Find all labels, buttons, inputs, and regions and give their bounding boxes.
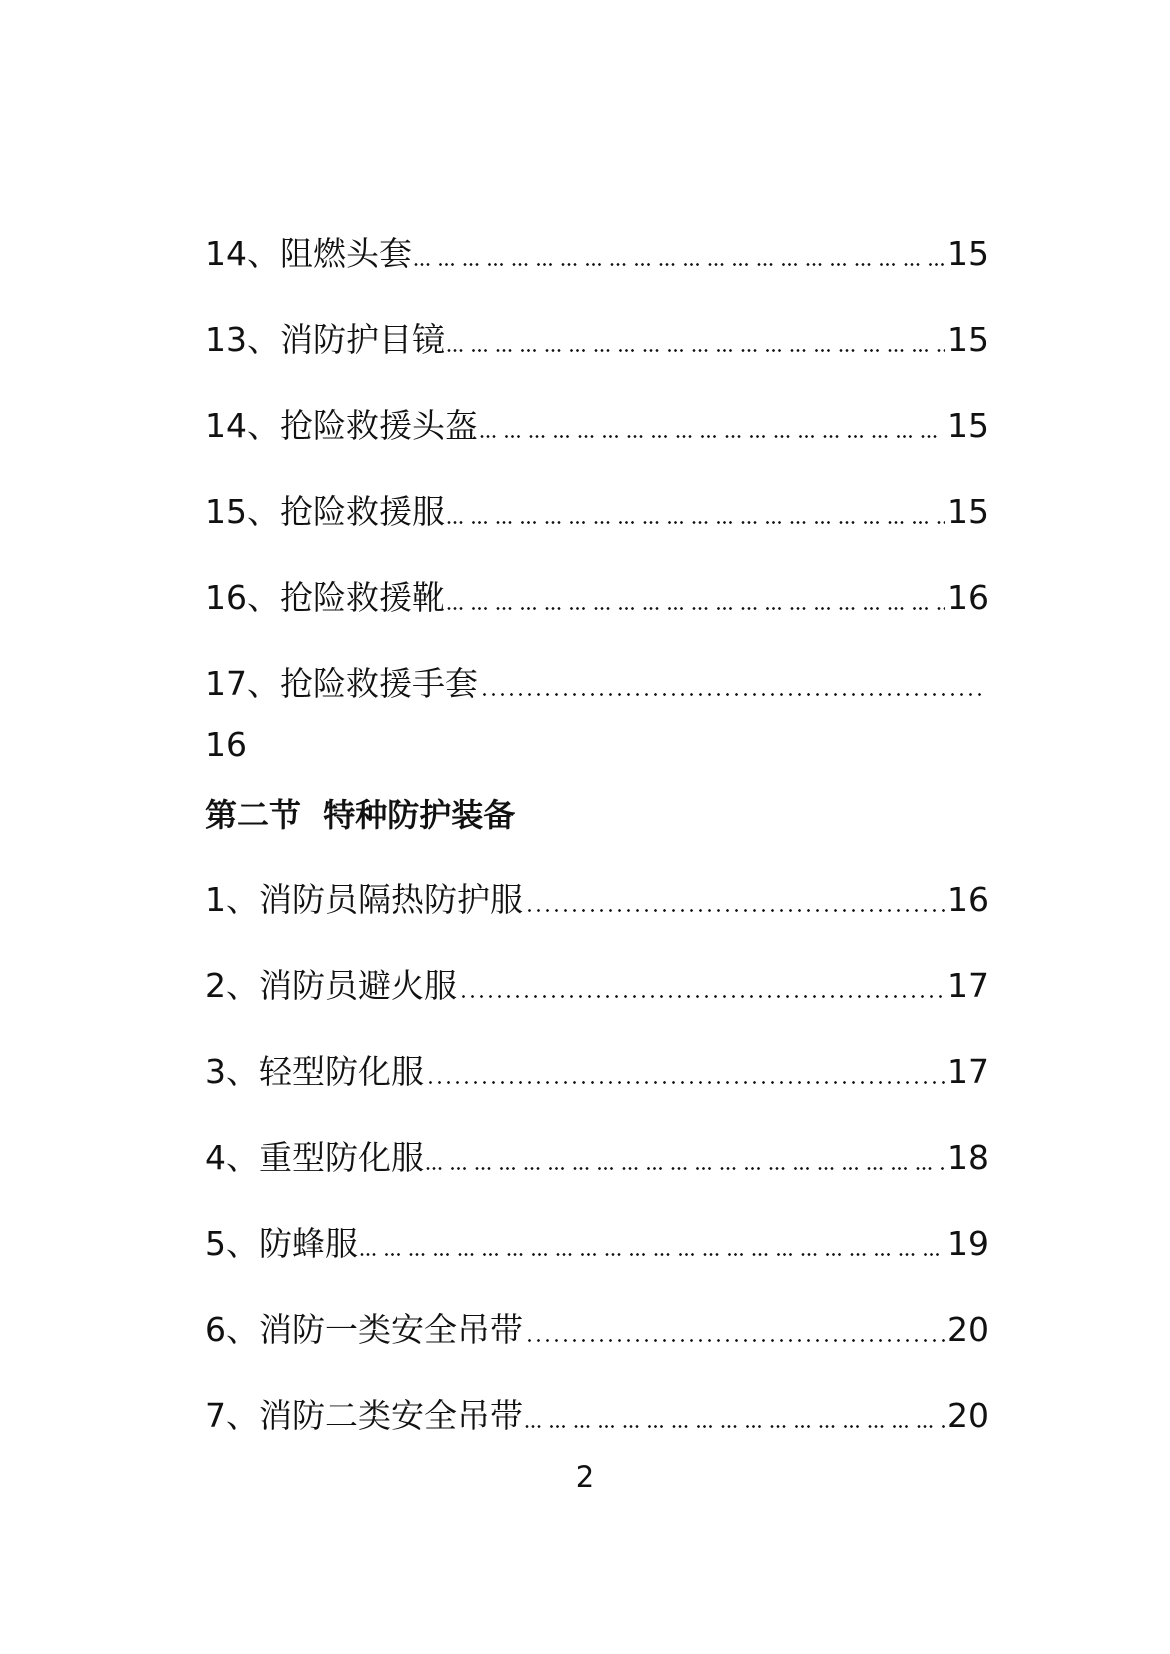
dot-leader [525, 1312, 945, 1346]
dot-leader [447, 322, 945, 356]
toc-entry[interactable] [205, 1210, 989, 1263]
toc-entry-page: 18 [947, 1138, 989, 1177]
toc-entry-label: 16、抢险救援靴 [205, 578, 445, 617]
toc-entry[interactable] [205, 952, 989, 1005]
toc-entry[interactable] [205, 1382, 989, 1435]
dot-leader [414, 236, 945, 270]
toc-entry-page: 20 [947, 1396, 989, 1435]
toc-entry-label: 14、阻燃头套 [205, 234, 412, 273]
toc-entry-page: 15 [947, 234, 989, 273]
toc-entry-label: 14、抢险救援头盔 [205, 406, 478, 445]
toc-entry-label: 6、消防一类安全吊带 [205, 1310, 523, 1349]
toc-entry[interactable] [205, 1038, 989, 1091]
toc-entry[interactable] [205, 306, 989, 359]
toc-entry-label: 13、消防护目镜 [205, 320, 445, 359]
toc-entry-label: 17、抢险救援手套 [205, 664, 478, 703]
toc-entry-page: 19 [947, 1224, 989, 1263]
toc-entry-label: 4、重型防化服 [205, 1138, 424, 1177]
toc-entry[interactable] [205, 1124, 989, 1177]
toc-entry-page: 15 [947, 320, 989, 359]
dot-leader [447, 580, 945, 614]
toc-entry[interactable] [205, 220, 989, 273]
toc-entry[interactable] [205, 1296, 989, 1349]
dot-leader [525, 882, 945, 916]
toc-entry-page: 17 [947, 1052, 989, 1091]
dot-leader [447, 494, 945, 528]
dot-leader [525, 1398, 945, 1432]
dot-leader [480, 408, 945, 442]
toc-entry-page: 16 [947, 880, 989, 919]
toc-entry[interactable] [205, 650, 989, 703]
toc-entry[interactable] [205, 564, 989, 617]
toc-entry-label: 2、消防员避火服 [205, 966, 457, 1005]
dot-leader [480, 666, 987, 700]
toc-entry-label: 3、轻型防化服 [205, 1052, 424, 1091]
section-heading[interactable]: 第二节 特种防护装备 [205, 796, 516, 834]
toc-entry[interactable] [205, 866, 989, 919]
dot-leader [426, 1054, 945, 1088]
toc-entry-page: 16 [947, 578, 989, 617]
dot-leader [426, 1140, 945, 1174]
toc-entry-page: 17 [947, 966, 989, 1005]
toc-entry-page: 20 [947, 1310, 989, 1349]
toc-entry[interactable] [205, 392, 989, 445]
toc-entry-label: 15、抢险救援服 [205, 492, 445, 531]
toc-entry-label: 5、防蜂服 [205, 1224, 358, 1263]
dot-leader [459, 968, 945, 1002]
toc-entry-label: 1、消防员隔热防护服 [205, 880, 523, 919]
wrapped-page-number: 16 [205, 725, 247, 764]
dot-leader [360, 1226, 945, 1260]
toc-entry-page: 15 [947, 492, 989, 531]
footer-page-number: 2 [575, 1460, 595, 1494]
toc-entry-page: 15 [947, 406, 989, 445]
toc-entry[interactable] [205, 478, 989, 531]
toc-entry-label: 7、消防二类安全吊带 [205, 1396, 523, 1435]
